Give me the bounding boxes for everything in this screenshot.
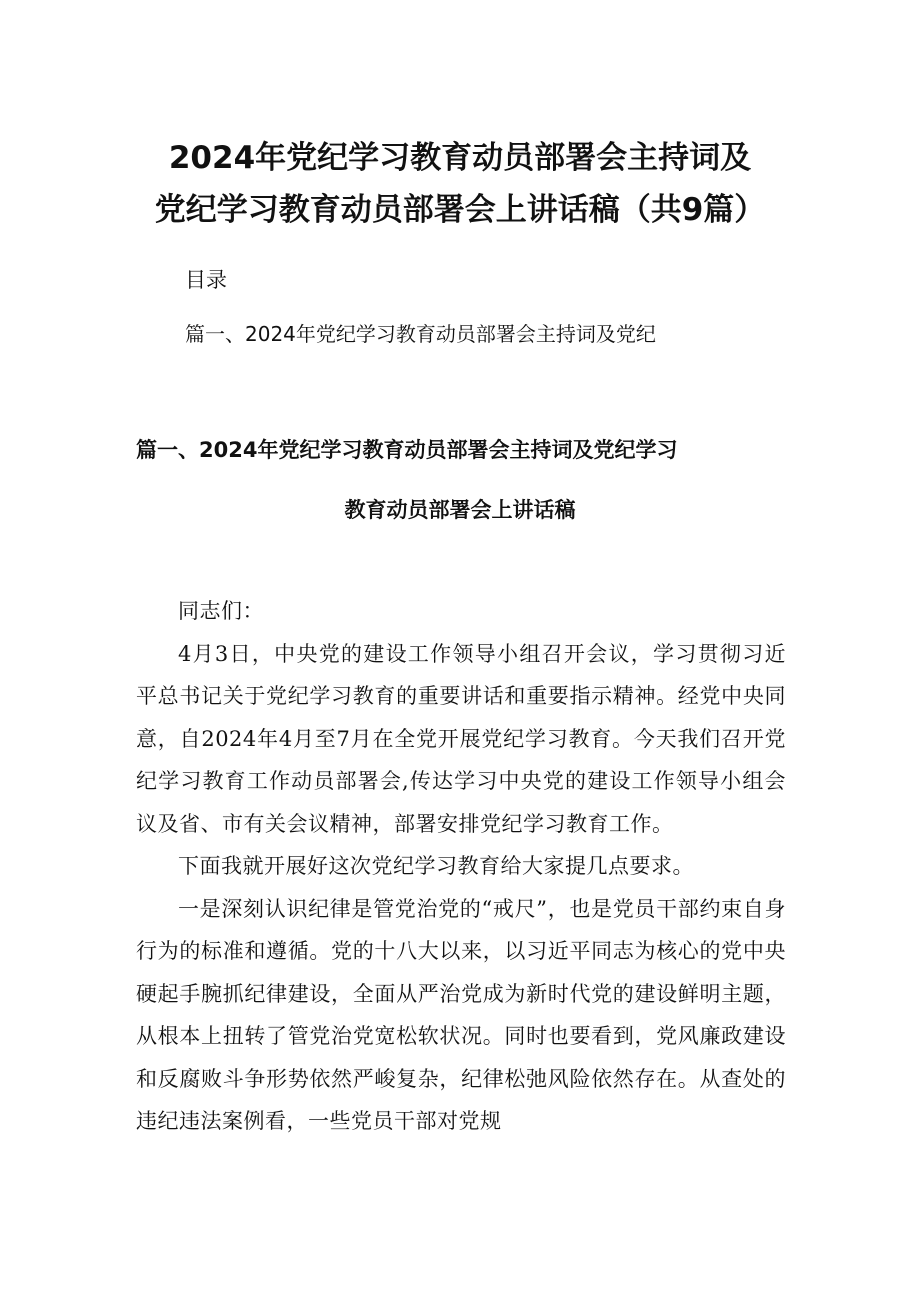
body-paragraph: 一是深刻认识纪律是管党治党的“戒尺”，也是党员干部约束自身行为的标准和遵循。党的十八大以来，以习近平同志为核心的党中央硬起手腕抓纪律建设，全面从严治党成为新时代党的建设鲜明主题，从根本上扭转了管党治党宽松软状况。同时也要看到，党风廉政建设和反腐败斗争形势依然严峻复杂，纪律松弛风险依然存在。从查处的违纪违法案例看，一些党员干部对党规 <box>136 896 786 1133</box>
section-title-line-2: 教育动员部署会上讲话稿 <box>344 498 576 522</box>
document-title-line-2: 党纪学习教育动员部署会上讲话稿（共9篇） <box>154 192 766 228</box>
toc-entry[interactable]: 篇一、2024年党纪学习教育动员部署会主持词及党纪 <box>185 322 656 346</box>
body-paragraph: 下面我就开展好这次党纪学习教育给大家提几点要求。 <box>178 854 694 878</box>
document-title-line-1: 2024年党纪学习教育动员部署会主持词及 <box>168 140 752 176</box>
body-text <box>136 590 786 1143</box>
document-title <box>0 132 920 236</box>
body-paragraph: 4月3日，中央党的建设工作领导小组召开会议，学习贯彻习近平总书记关于党纪学习教育的重要讲话和重要指示精神。经党中央同意，自2024年4月至7月在全党开展党纪学习教育。今天我们召开党纪学习教育工作动员部署会,传达学习中央党的建设工作领导小组会议及省、市有关会议精神，部署安排党纪学习教育工作。 <box>136 641 786 836</box>
toc-heading: 目录 <box>185 268 227 292</box>
salutation: 同志们： <box>178 599 264 623</box>
section-title-line-1: 篇一、2024年党纪学习教育动员部署会主持词及党纪学习 <box>136 438 678 462</box>
